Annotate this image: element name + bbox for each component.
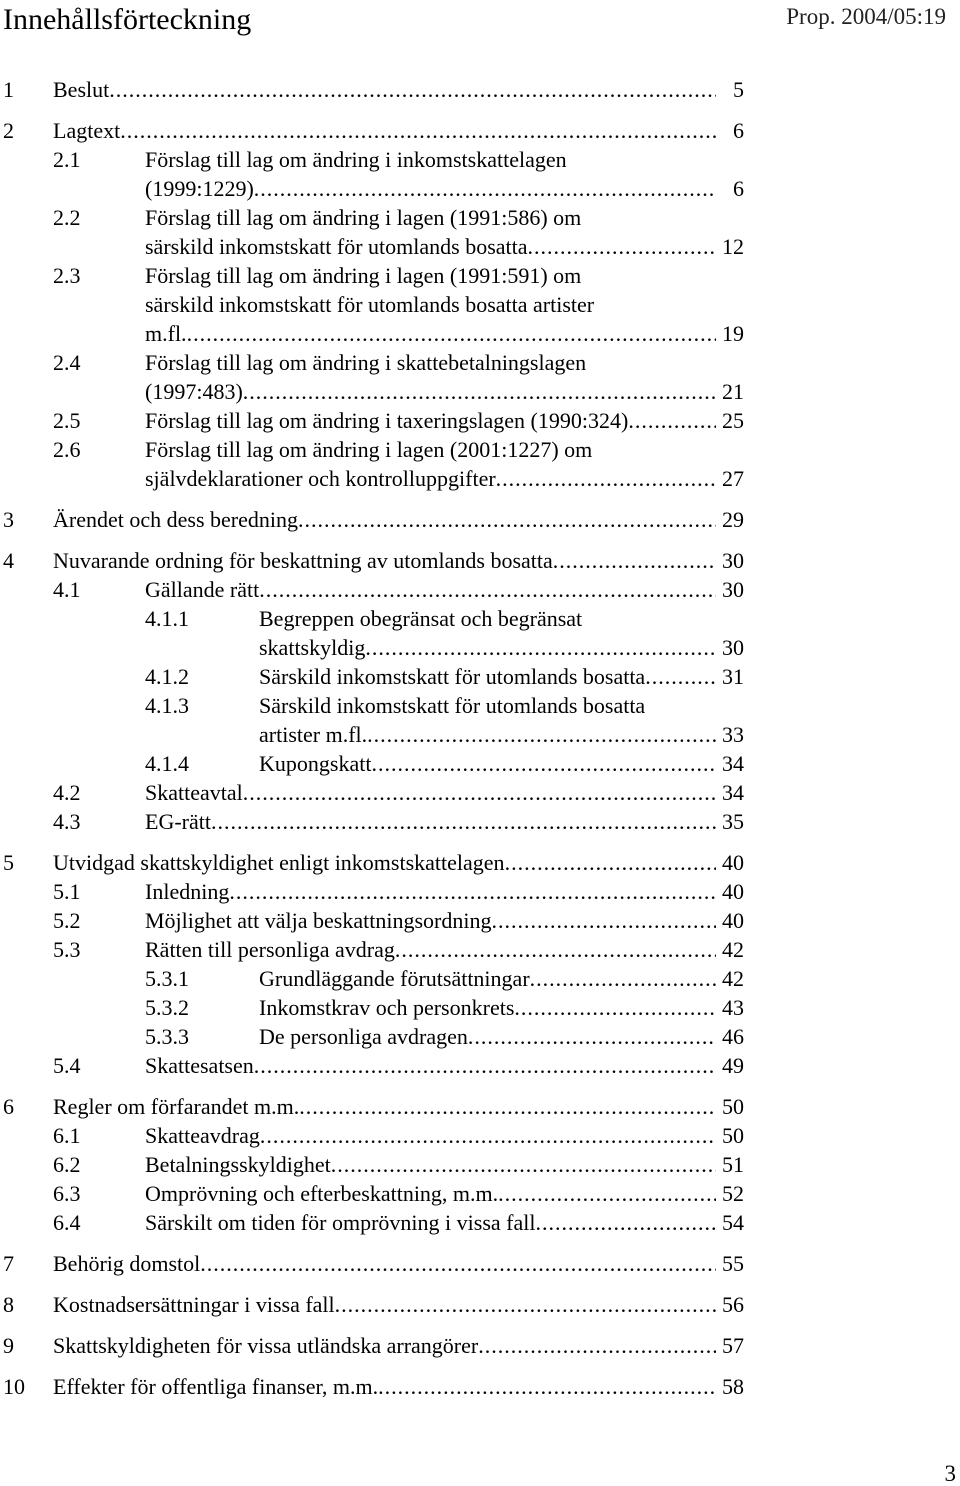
toc-entry-title: (1997:483) [145,379,243,404]
toc-entry-number: 4.1.4 [145,751,189,776]
toc-entry-title-line: särskild inkomstskatt för utomlands bosatta artister [145,292,595,317]
dot-leader [109,76,716,104]
toc-entry[interactable] [0,965,960,994]
toc-entry-number: 2.3 [53,263,81,288]
toc-entry[interactable] [0,1151,960,1180]
toc-entry-page: 30 [722,635,744,660]
toc-entry-number: 2.4 [53,350,81,375]
toc-entry-number: 2 [3,118,14,143]
toc-entry-number: 4 [3,548,14,573]
toc-entry[interactable] [0,262,960,349]
dot-leader [211,808,716,836]
toc-entry-title: artister m.fl. [259,722,368,747]
toc-entry-page: 30 [722,577,744,602]
dot-leader [187,320,716,348]
toc-entry-number: 4.3 [53,809,81,834]
dot-leader [365,634,716,662]
dot-leader [229,878,716,906]
dot-leader [243,779,716,807]
toc-entry-number: 5 [3,850,14,875]
toc-entry[interactable] [0,936,960,965]
toc-entry-title: Förslag till lag om ändring i taxeringslagen (1990:324) [145,408,629,433]
toc-entry[interactable] [0,849,960,878]
dot-leader [528,233,716,261]
toc-entry-number: 5.3.3 [145,1024,189,1049]
toc-entry-title-line: Begreppen obegränsat och begränsat [259,606,583,631]
toc-entry-page: 58 [722,1374,744,1399]
dot-leader [395,936,716,964]
toc-entry-number: 2.6 [53,437,81,462]
toc-entry-number: 3 [3,507,14,532]
dot-leader [530,965,716,993]
toc-entry[interactable] [0,994,960,1023]
toc-entry-page: 51 [722,1152,744,1177]
toc-entry-title: Skatteavtal [145,780,243,805]
toc-entry-title: Kostnadsersättningar i vissa fall [53,1292,335,1317]
toc-entry-title: Kupongskatt [259,751,372,776]
toc-entry-title: Gällande rätt [145,577,260,602]
toc-entry[interactable] [0,663,960,692]
toc-entry-page: 42 [722,966,744,991]
toc-entry-page: 40 [722,879,744,904]
toc-entry-title: m.fl. [145,321,187,346]
toc-entry-number: 5.4 [53,1053,81,1078]
dot-leader [496,465,716,493]
dot-leader [514,994,716,1022]
toc-entry-page: 43 [722,995,744,1020]
dot-leader [378,1373,716,1401]
dot-leader [243,378,716,406]
toc-entry-title: Behörig domstol [53,1251,201,1276]
dot-leader [535,1209,716,1237]
dot-leader [120,117,716,145]
toc-entry[interactable] [0,436,960,494]
toc-entry-title: Regler om förfarandet m.m. [53,1094,300,1119]
toc-entry-page: 35 [722,809,744,834]
toc-entry[interactable] [0,1023,960,1052]
dot-leader [335,1291,716,1319]
toc-entry[interactable] [0,349,960,407]
toc-entry-page: 21 [722,379,744,404]
toc-entry-page: 49 [722,1053,744,1078]
toc-entry-number: 2.1 [53,147,81,172]
dot-leader [553,547,716,575]
toc-entry-page: 52 [722,1181,744,1206]
toc-entry[interactable] [0,1291,960,1320]
dot-leader [498,1180,716,1208]
toc-entry-title-line: Förslag till lag om ändring i lagen (1991:586) om [145,205,582,230]
toc-entry[interactable] [0,204,960,262]
dot-leader [298,506,716,534]
toc-entry-page: 5 [733,77,744,102]
toc-entry[interactable] [0,1180,960,1209]
toc-entry-number: 2.5 [53,408,81,433]
dot-leader [478,1332,716,1360]
toc-entry-number: 6.1 [53,1123,81,1148]
toc-entry[interactable] [0,808,960,837]
toc-entry-page: 46 [722,1024,744,1049]
toc-entry-title: Nuvarande ordning för beskattning av utomlands bosatta [53,548,553,573]
toc-entry-page: 12 [722,234,744,259]
toc-entry-page: 19 [722,321,744,346]
toc-entry-title: skattskyldig [259,635,366,660]
page-title: Innehållsförteckning [3,3,252,36]
toc-entry-page: 31 [722,664,744,689]
toc-entry-title: Inledning [145,879,230,904]
toc-entry-title: Inkomstkrav och personkrets [259,995,515,1020]
page-number: 3 [944,1461,956,1486]
dot-leader [260,1122,716,1150]
toc-entry-page: 54 [722,1210,744,1235]
toc-entry[interactable] [0,576,960,605]
toc-entry-title: Omprövning och efterbeskattning, m.m. [145,1181,499,1206]
toc-entry[interactable] [0,1209,960,1238]
dot-leader [645,663,716,691]
toc-entry-title-line: Förslag till lag om ändring i inkomstskattelagen [145,147,567,172]
toc-entry-title: Skattesatsen [145,1053,254,1078]
toc-entry-number: 4.2 [53,780,81,805]
toc-entry-page: 6 [733,176,744,201]
toc-entry-page: 40 [722,850,744,875]
document-reference: Prop. 2004/05:19 [786,4,946,29]
toc-entry[interactable] [0,1122,960,1151]
toc-entry[interactable] [0,547,960,576]
toc-entry-number: 5.2 [53,908,81,933]
toc-entry-title-line: Särskild inkomstskatt för utomlands bosatta [259,693,646,718]
toc-entry[interactable] [0,878,960,907]
toc-entry-number: 7 [3,1251,14,1276]
toc-entry[interactable] [0,750,960,779]
toc-entry-title: särskild inkomstskatt för utomlands bosatta [145,234,528,259]
toc-entry-title-line: Förslag till lag om ändring i lagen (2001:1227) om [145,437,593,462]
toc-entry-number: 8 [3,1292,14,1317]
toc-entry-title: Betalningsskyldighet [145,1152,331,1177]
toc-entry-page: 42 [722,937,744,962]
toc-entry-title: Lagtext [53,118,121,143]
toc-entry-title: EG-rätt [145,809,211,834]
dot-leader [299,1093,716,1121]
toc-entry-number: 4.1 [53,577,81,602]
toc-entry[interactable] [0,907,960,936]
toc-entry-page: 50 [722,1094,744,1119]
toc-entry[interactable] [0,1332,960,1361]
toc-entry-page: 57 [722,1333,744,1358]
toc-entry[interactable] [0,506,960,535]
toc-entry-number: 5.3.1 [145,966,189,991]
toc-entry-number: 9 [3,1333,14,1358]
toc-entry-page: 29 [722,507,744,532]
toc-entry[interactable] [0,407,960,436]
toc-entry-number: 5.1 [53,879,81,904]
toc-entry-page: 40 [722,908,744,933]
dot-leader [259,576,716,604]
toc-entry-page: 34 [722,780,744,805]
toc-entry-title: självdeklarationer och kontrolluppgifter [145,466,496,491]
toc-entry-number: 10 [3,1374,25,1399]
toc-entry[interactable] [0,1250,960,1279]
toc-entry-number: 1 [3,77,14,102]
dot-leader [491,907,716,935]
dot-leader [200,1250,716,1278]
toc-entry-title: Beslut [53,77,110,102]
toc-entry-page: 25 [722,408,744,433]
toc-entry-number: 5.3.2 [145,995,189,1020]
toc-entry-page: 33 [722,722,744,747]
toc-entry-number: 6.2 [53,1152,81,1177]
toc-entry-page: 6 [733,118,744,143]
toc-entry[interactable] [0,779,960,808]
toc-entry-number: 4.1.3 [145,693,189,718]
toc-entry[interactable] [0,692,960,750]
toc-entry-title: Grundläggande förutsättningar [259,966,530,991]
dot-leader [628,407,716,435]
dot-leader [331,1151,716,1179]
toc-entry-title: (1999:1229) [145,176,254,201]
toc-entry-title: Särskilt om tiden för omprövning i vissa fall [145,1210,536,1235]
toc-entry-title: Särskild inkomstskatt för utomlands bosatta [259,664,646,689]
toc-entry[interactable] [0,1052,960,1081]
dot-leader [505,849,716,877]
toc-entry-number: 4.1.2 [145,664,189,689]
toc-entry[interactable] [0,1093,960,1122]
toc-entry-title: Skatteavdrag [145,1123,260,1148]
toc-entry-page: 56 [722,1292,744,1317]
dot-leader [254,175,716,203]
dot-leader [254,1052,716,1080]
toc-entry-number: 2.2 [53,205,81,230]
toc-entry[interactable] [0,117,960,146]
toc-entry[interactable] [0,146,960,204]
toc-entry-title: Rätten till personliga avdrag [145,937,395,962]
toc-entry-title: De personliga avdragen [259,1024,468,1049]
dot-leader [468,1023,716,1051]
toc-entry-page: 30 [722,548,744,573]
toc-entry-number: 5.3 [53,937,81,962]
toc-entry[interactable] [0,76,960,105]
toc-entry-page: 34 [722,751,744,776]
toc-entry[interactable] [0,1373,960,1402]
toc-entry-title: Utvidgad skattskyldighet enligt inkomstskattelagen [53,850,505,875]
toc-entry-page: 50 [722,1123,744,1148]
toc-entry-title: Skattskyldigheten för vissa utländska arrangörer [53,1333,479,1358]
toc-entry-number: 6.4 [53,1210,81,1235]
toc-entry-number: 4.1.1 [145,606,189,631]
toc-entry-title: Möjlighet att välja beskattningsordning [145,908,492,933]
dot-leader [371,750,716,778]
toc-entry-title-line: Förslag till lag om ändring i skattebetalningslagen [145,350,587,375]
toc-entry-page: 27 [722,466,744,491]
toc-entry-page: 55 [722,1251,744,1276]
toc-entry-title: Effekter för offentliga finanser, m.m. [53,1374,379,1399]
dot-leader [367,721,716,749]
toc-entry-number: 6.3 [53,1181,81,1206]
toc-entry[interactable] [0,605,960,663]
toc-entry-title-line: Förslag till lag om ändring i lagen (1991:591) om [145,263,582,288]
toc-entry-title: Ärendet och dess beredning [53,507,298,532]
toc-entry-number: 6 [3,1094,14,1119]
